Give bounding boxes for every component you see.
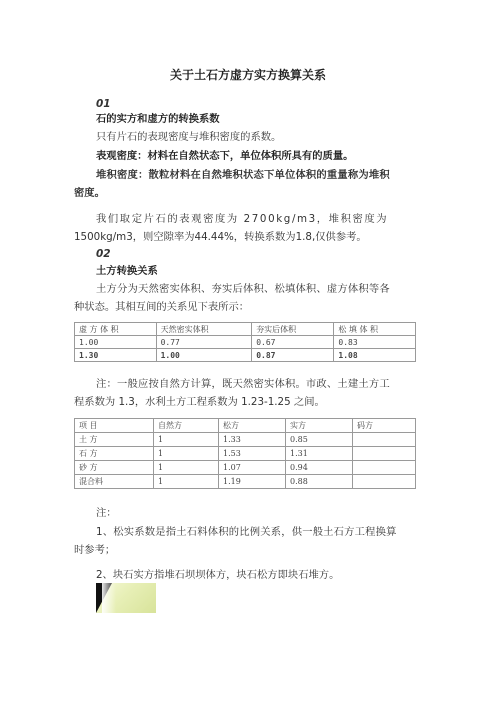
- table-cell: 0.85: [286, 433, 353, 447]
- table-header-cell: 天然密实体积: [156, 323, 252, 336]
- table-header-cell: 自然方: [154, 419, 219, 433]
- table-header-cell: 松 填 体 积: [334, 323, 416, 336]
- table-header-row: [75, 323, 416, 336]
- table-note-line-1: 注：一般应按自然方计算，既天然密实体积。市政、土建土方工: [96, 378, 390, 390]
- notes-label: 注：: [96, 507, 117, 519]
- earth-intro-paragraph: [74, 280, 409, 316]
- table-header-cell: 夯实后体积: [252, 323, 334, 336]
- table-row: [75, 336, 416, 349]
- table-cell: 石 方: [75, 447, 154, 461]
- table-cell: 1.33: [219, 433, 286, 447]
- note-2-text: 2、块石实方指堆石坝坝体方，块石松方即块石堆方。: [96, 569, 340, 581]
- table-cell: 1: [154, 433, 219, 447]
- stone-paragraph-line-1: 我们取定片石的表观密度为 2700kg/m3，堆积密度为: [96, 213, 389, 225]
- table-note-paragraph: [74, 375, 409, 411]
- table-cell: [353, 461, 416, 475]
- stone-paragraph-line-2: 1500kg/m3，则空隙率为44.44%，转换系数为1.8,仅供参考。: [74, 231, 367, 243]
- volume-table-frame: [74, 322, 419, 368]
- table-cell: 1.30: [75, 349, 157, 362]
- bulk-density-line-1: 堆积密度：散粒材料在自然堆积状态下单位体积的重量称为堆积: [96, 169, 390, 181]
- table-row: [75, 475, 416, 489]
- section-number-02: 02: [96, 248, 111, 260]
- earth-intro-line-2: 种状态。其相互间的关系见下表所示：: [74, 301, 250, 313]
- table-row: [75, 461, 416, 475]
- table-cell: [353, 475, 416, 489]
- table-header-cell: 虚 方 体 积: [75, 323, 157, 336]
- table-cell: 砂 方: [75, 461, 154, 475]
- stone-conversion-paragraph: [74, 210, 409, 246]
- table-cell: 1.08: [334, 349, 416, 362]
- note-1-paragraph: [74, 523, 409, 559]
- table-note-line-2: 程系数为 1.3，水利土方工程系数为 1.23-1.25 之间。: [74, 396, 325, 408]
- table-cell: 混合料: [75, 475, 154, 489]
- table-cell: 0.83: [334, 336, 416, 349]
- table-cell: 1.00: [156, 349, 252, 362]
- bulk-density-line-2: 密度。: [74, 187, 105, 199]
- table-header-cell: 码方: [353, 419, 416, 433]
- table-cell: 1.07: [219, 461, 286, 475]
- table-cell: 1.19: [219, 475, 286, 489]
- document-title: 关于土石方虚方实方换算关系: [169, 68, 326, 82]
- loose-compact-table-frame: [74, 418, 419, 502]
- table-header-cell: 松方: [219, 419, 286, 433]
- table-cell: 0.94: [286, 461, 353, 475]
- table-row: [75, 349, 416, 362]
- table-header-cell: 实方: [286, 419, 353, 433]
- table-cell: 0.88: [286, 475, 353, 489]
- table-cell: 0.87: [252, 349, 334, 362]
- stone-intro-text: 只有片石的表现密度与堆积密度的系数。: [96, 131, 282, 143]
- table-header-row: [75, 419, 416, 433]
- volume-relation-table: [74, 322, 416, 362]
- table-cell: 1: [154, 461, 219, 475]
- apparent-density-definition: 表观密度：材料在自然状态下，单位体积所具有的质量。: [96, 150, 354, 162]
- section-heading-earth: 土方转换关系: [96, 265, 158, 277]
- table-cell: [353, 433, 416, 447]
- note-1-line-2: 时参考；: [74, 544, 116, 556]
- table-cell: 1.31: [286, 447, 353, 461]
- bulk-density-definition: [74, 166, 409, 202]
- section-heading-stone: 石的实方和虚方的转换系数: [96, 113, 220, 125]
- table-cell: 0.67: [252, 336, 334, 349]
- loose-compact-coefficient-table: [74, 418, 416, 489]
- table-cell: 0.77: [156, 336, 252, 349]
- page-curl-highlight: [102, 583, 116, 613]
- table-cell: 土 方: [75, 433, 154, 447]
- table-cell: 1.53: [219, 447, 286, 461]
- earth-intro-line-1: 土方分为天然密实体积、夯实后体积、松填体积、虚方体积等各: [96, 283, 390, 295]
- table-cell: [353, 447, 416, 461]
- table-row: [75, 433, 416, 447]
- table-header-cell: 项 目: [75, 419, 154, 433]
- table-cell: 1: [154, 475, 219, 489]
- embedded-image-thumbnail: [96, 583, 156, 613]
- section-number-01: 01: [96, 98, 111, 110]
- table-cell: 1: [154, 447, 219, 461]
- table-row: [75, 447, 416, 461]
- note-1-line-1: 1、松实系数是指土石料体积的比例关系，供一般土石方工程换算: [96, 526, 397, 538]
- table-cell: 1.00: [75, 336, 157, 349]
